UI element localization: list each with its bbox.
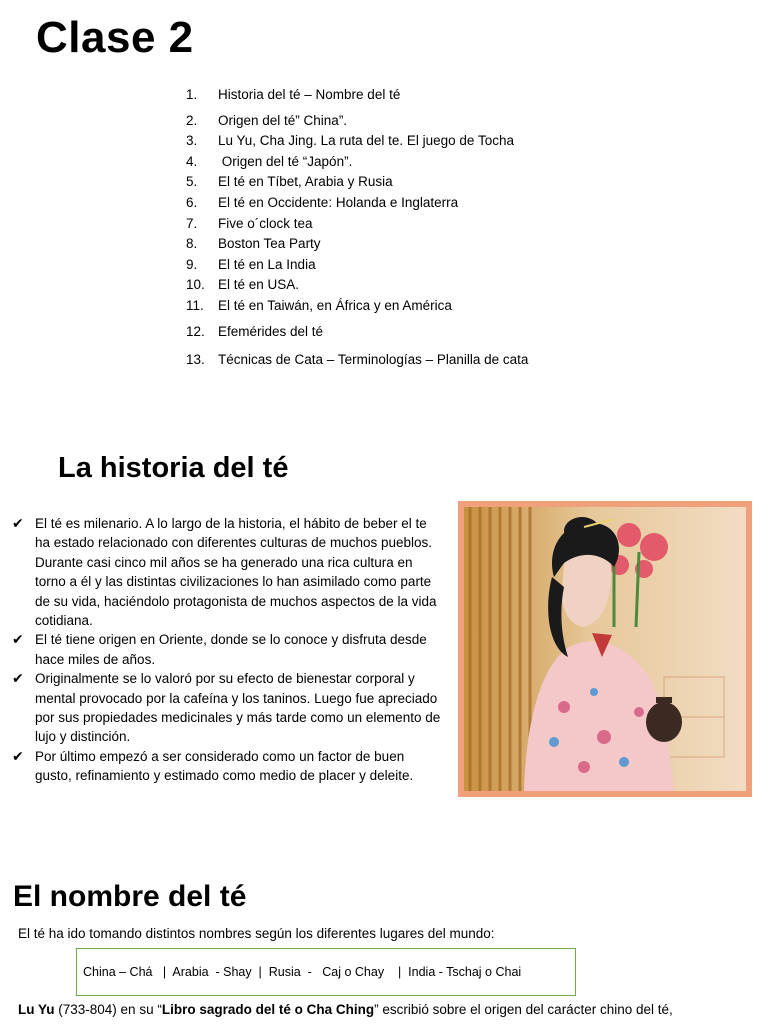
list-item: ✔ El té es milenario. A lo largo de la historia, el hábito de beber el te ha estado relacionado con diferentes culturas de muchos pueblos. Durante casi cinco mil años se ha generado una rica cultura en torno a él y las distintas civilizaciones lo han asimilado como parte de su vida, haciéndolo protagonista de muchos aspectos de la vida cotidiana. <box>12 515 437 629</box>
historia-bullet-list <box>12 514 444 786</box>
checkmark-icon: ✔ <box>12 631 24 648</box>
list-item: 8. Boston Tea Party <box>186 236 321 251</box>
list-item: 7. Five o´clock tea <box>186 216 313 231</box>
page-title: Clase 2 <box>36 13 194 62</box>
list-item: 4. Origen del té “Japón”. <box>186 154 353 169</box>
list-item: 5. El té en Tíbet, Arabia y Rusia <box>186 174 393 189</box>
list-item: 2. Origen del té” China”. <box>186 113 348 128</box>
section-heading-nombre: El nombre del té <box>13 880 247 913</box>
list-item: 3. Lu Yu, Cha Jing. La ruta del te. El juego de Tocha <box>186 133 514 148</box>
section-heading-historia: La historia del té <box>58 452 289 484</box>
nombre-intro-text: El té ha ido tomando distintos nombres según los diferentes lugares del mundo: <box>18 926 495 941</box>
checkmark-icon: ✔ <box>12 515 24 531</box>
list-item: 13. Técnicas de Cata – Terminologías – Planilla de cata <box>186 352 529 367</box>
list-item: 1. Historia del té – Nombre del té <box>186 87 401 102</box>
geisha-tea-illustration <box>458 501 752 797</box>
checkmark-icon: ✔ <box>12 747 24 764</box>
list-item: 12. Efemérides del té <box>186 324 324 339</box>
checkmark-icon: ✔ <box>12 670 24 687</box>
list-item: 6. El té en Occidente: Holanda e Inglaterra <box>186 195 459 210</box>
list-item: 9. El té en La India <box>186 257 316 272</box>
list-item: ✔ Originalmente se lo valoró por su efecto de bienestar corporal y mental provocado por la cafeína y los taninos. Luego fue apreciado por sus propiedades medicinales y más tarde como un elemento de lujo y distinción. <box>12 670 441 745</box>
geisha-illustration-image <box>464 507 746 791</box>
list-item: ✔ El té tiene origen en Oriente, donde se lo conoce y disfruta desde hace miles de años. <box>12 631 427 667</box>
list-item: 10. El té en USA. <box>186 277 300 292</box>
list-item: 11. El té en Taiwán, en África y en América <box>186 298 452 313</box>
luyu-paragraph: Lu Yu (733-804) en su “Libro sagrado del té o Cha Ching” escribió sobre el origen del carácter chino del té, <box>18 1002 673 1017</box>
tea-names-box: China – Chá | Arabia - Shay | Rusia - Caj o Chay | India - Tschaj o Chai <box>76 948 576 996</box>
list-item: ✔ Por último empezó a ser considerado como un factor de buen gusto, refinamiento y estimado como medio de placer y deleite. <box>12 747 414 784</box>
